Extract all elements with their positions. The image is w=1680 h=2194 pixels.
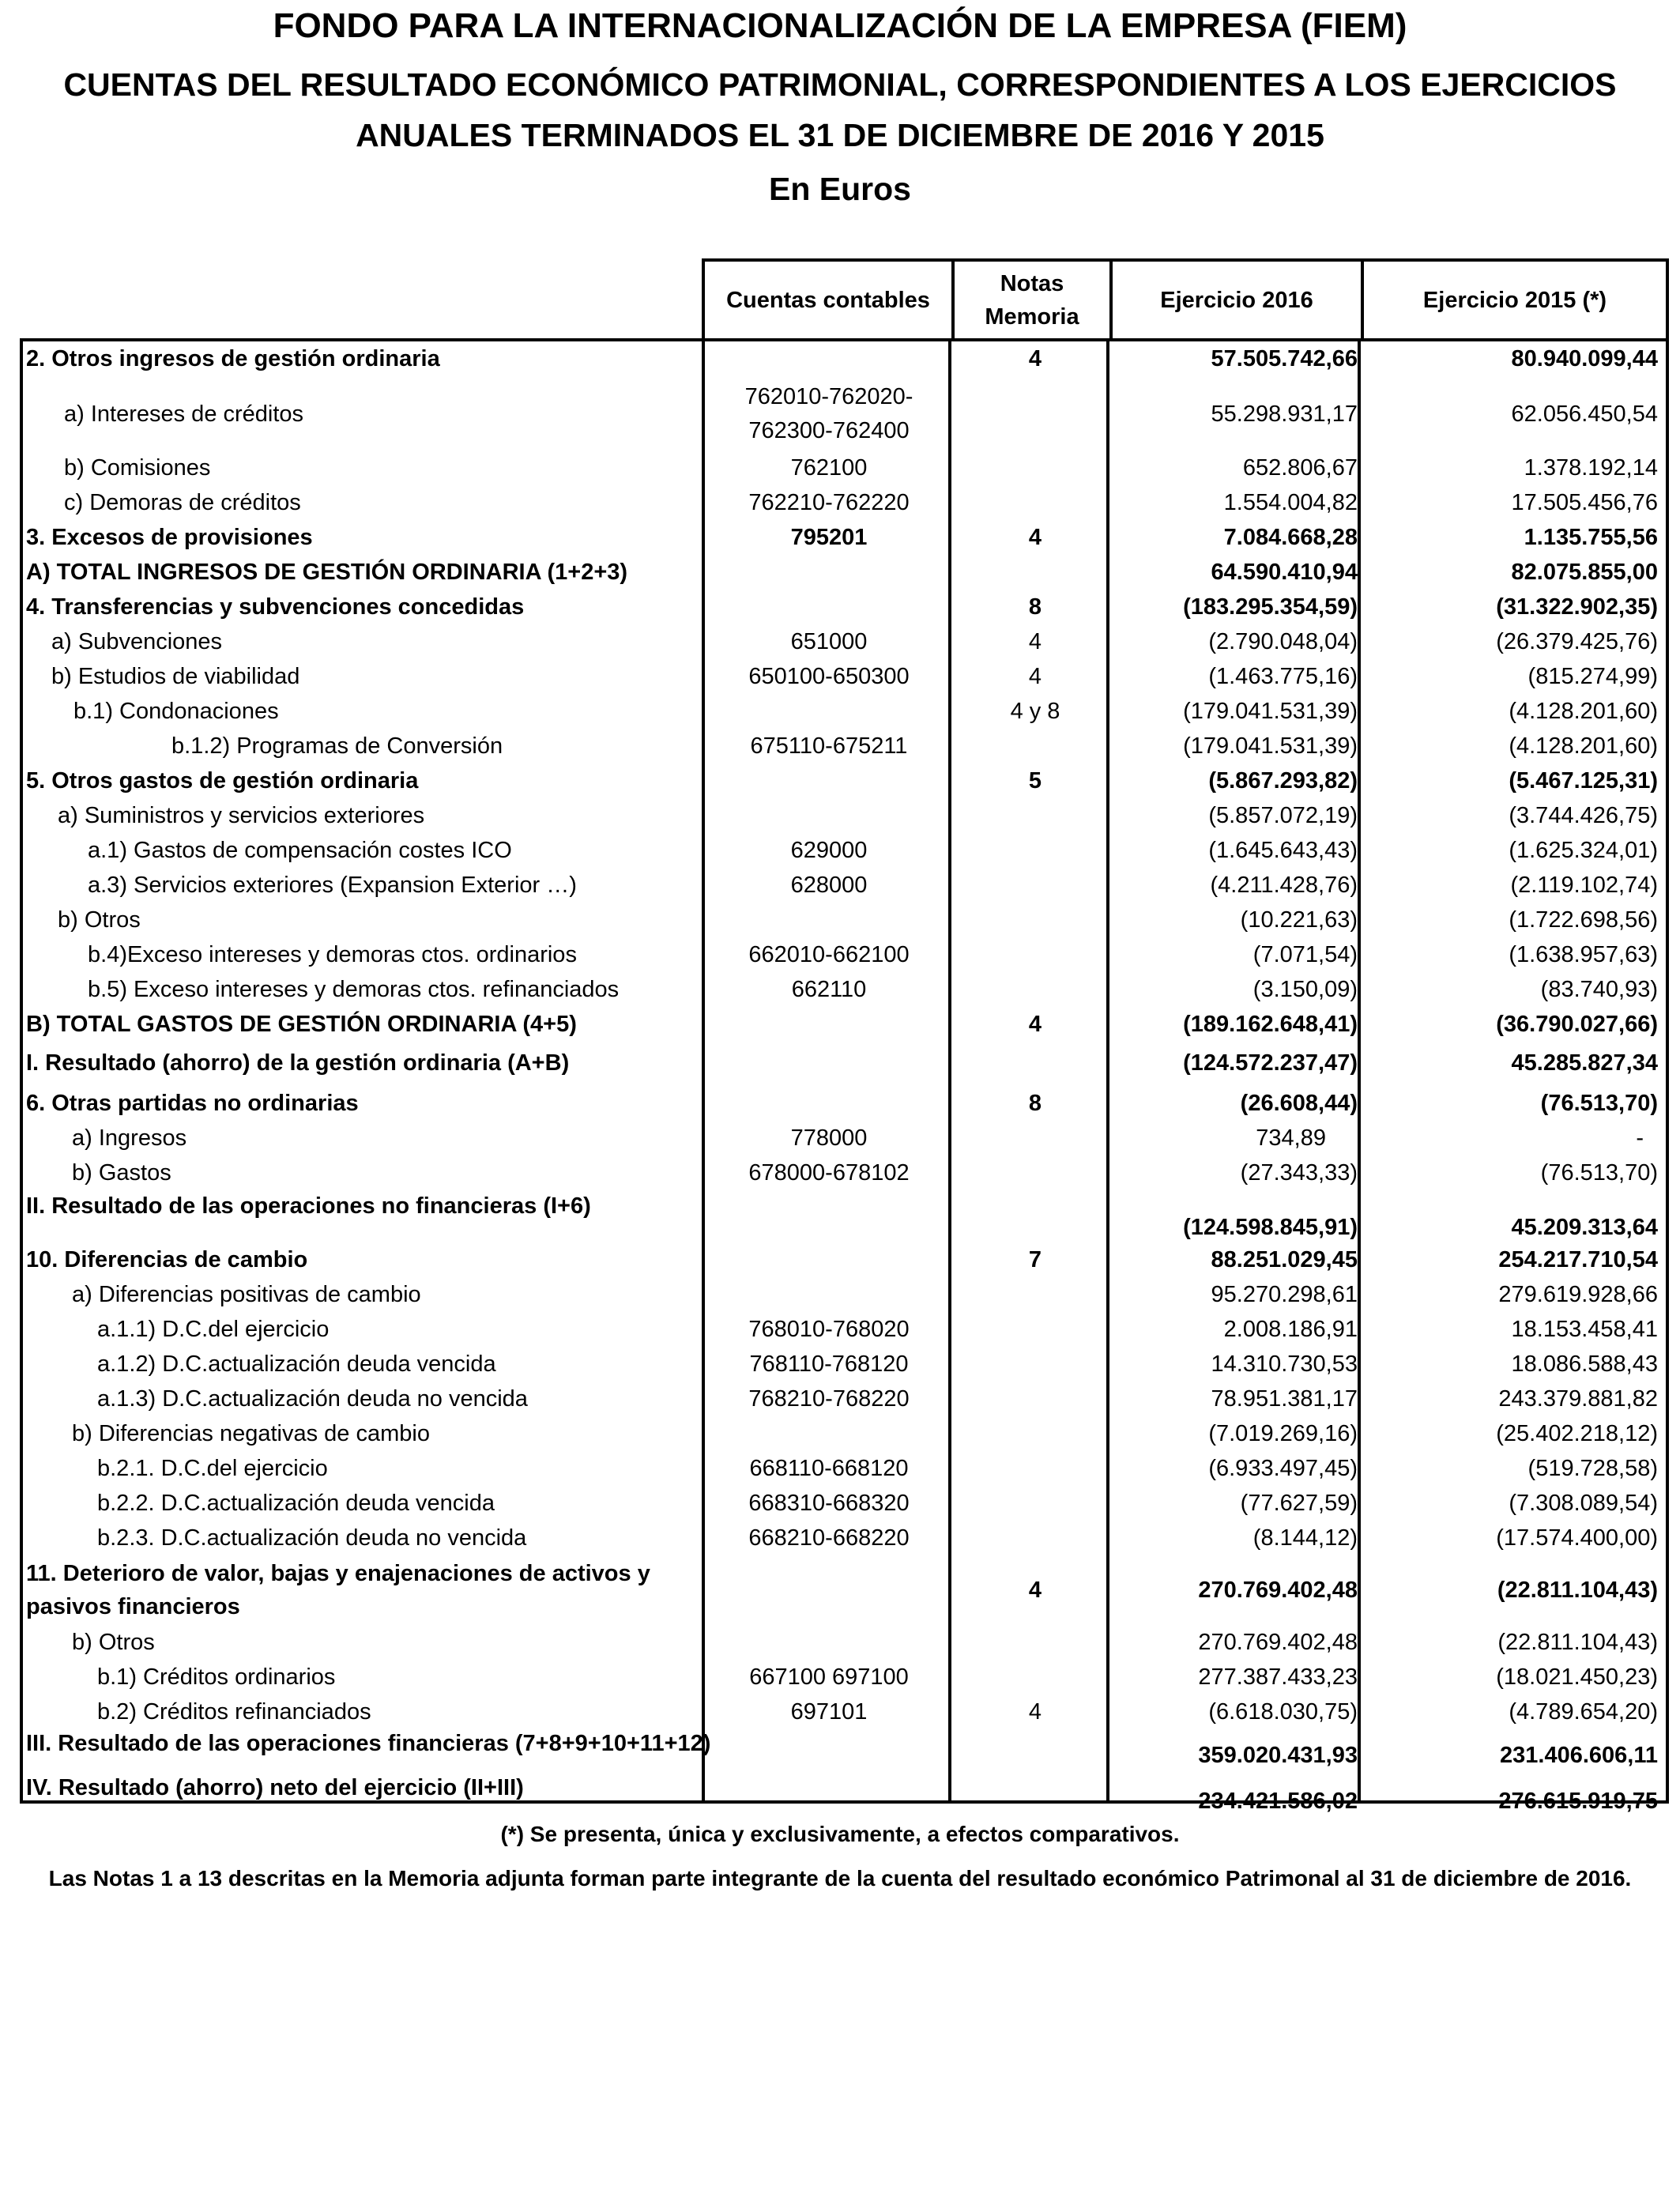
row-ejercicio-2016: (27.343,33) — [1240, 1159, 1358, 1186]
row-ejercicio-2015: 1.135.755,56 — [1524, 524, 1658, 550]
row-cuentas-contables: 768110-768120 — [749, 1351, 909, 1377]
row-cuentas-contables: 762100 — [790, 454, 868, 481]
row-notas-memoria — [956, 937, 1114, 972]
row-cuentas-contables: 768210-768220 — [748, 1385, 910, 1412]
table-row — [20, 1277, 1669, 1312]
row-ejercicio-2016: (6.618.030,75) — [1208, 1698, 1358, 1725]
row-label: A) TOTAL INGRESOS DE GESTIÓN ORDINARIA (1+2+3) — [26, 559, 628, 585]
row-ejercicio-2015: (36.790.027,66) — [1496, 1011, 1658, 1037]
row-ejercicio-2015: (22.811.104,43) — [1497, 1629, 1658, 1655]
row-label: 11. Deterioro de valor, bajas y enajenaciones de activos y pasivos financieros — [26, 1561, 650, 1619]
row-label: b.5) Exceso intereses y demoras ctos. refinanciados — [88, 976, 620, 1002]
table-row — [20, 868, 1669, 903]
row-notas-memoria: 4 — [1028, 345, 1042, 371]
row-label: c) Demoras de créditos — [64, 489, 301, 515]
table-row — [20, 1695, 1669, 1729]
table-row — [20, 1121, 1669, 1155]
row-label: 4. Transferencias y subvenciones concedidas — [26, 594, 525, 620]
table-row — [20, 833, 1669, 868]
currency-caption: En Euros — [769, 171, 911, 207]
row-ejercicio-2015: (17.574.400,00) — [1496, 1525, 1658, 1551]
table-row — [20, 485, 1669, 520]
table-row — [20, 903, 1669, 937]
row-label: a.1) Gastos de compensación costes ICO — [88, 837, 512, 863]
document-subtitle-line-1: CUENTAS DEL RESULTADO ECONÓMICO PATRIMONIAL, CORRESPONDIENTES A LOS EJERCICIOS — [63, 66, 1617, 103]
row-notas-memoria: 4 — [1028, 628, 1042, 654]
table-row — [20, 1486, 1669, 1521]
row-cuentas-contables: 662010-662100 — [748, 941, 910, 967]
row-ejercicio-2015: 62.056.450,54 — [1511, 401, 1658, 427]
row-notas-memoria — [956, 903, 1114, 937]
row-ejercicio-2015: 18.086.588,43 — [1511, 1351, 1658, 1377]
row-ejercicio-2016: 7.084.668,28 — [1223, 524, 1358, 550]
row-label: a) Ingresos — [72, 1125, 187, 1151]
table-row — [20, 520, 1669, 555]
row-label: a) Intereses de créditos — [64, 401, 304, 427]
row-notas-memoria — [956, 1312, 1114, 1347]
row-label: a) Subvenciones — [51, 628, 223, 654]
row-notas-memoria — [956, 1045, 1114, 1081]
row-label: a) Diferencias positivas de cambio — [72, 1281, 421, 1307]
table-row — [20, 798, 1669, 833]
row-notas-memoria: 4 — [1028, 1011, 1042, 1037]
row-ejercicio-2015: (7.308.089,54) — [1509, 1490, 1658, 1516]
row-label: II. Resultado de las operaciones no financieras (I+6) — [26, 1193, 591, 1219]
row-ejercicio-2016: (1.645.643,43) — [1208, 837, 1358, 863]
row-notas-memoria: 8 — [1028, 594, 1042, 620]
row-ejercicio-2016: (124.598.845,91) — [1183, 1215, 1358, 1240]
table-row — [20, 378, 1669, 450]
table-header — [702, 258, 1669, 338]
row-ejercicio-2016: 359.020.431,93 — [1198, 1743, 1358, 1768]
row-ejercicio-2016: 1.554.004,82 — [1223, 489, 1358, 515]
row-label: 3. Excesos de provisiones — [26, 524, 313, 550]
row-cuentas-contables — [705, 1555, 953, 1625]
row-ejercicio-2015: (25.402.218,12) — [1496, 1420, 1658, 1446]
row-label: 6. Otras partidas no ordinarias — [26, 1090, 359, 1116]
row-ejercicio-2015: 82.075.855,00 — [1511, 559, 1658, 585]
row-cuentas-contables: 678000-678102 — [748, 1159, 910, 1186]
row-label: a.1.3) D.C.actualización deuda no vencida — [97, 1385, 528, 1412]
row-label: B) TOTAL GASTOS DE GESTIÓN ORDINARIA (4+5) — [26, 1011, 577, 1037]
row-cuentas-contables: 667100 697100 — [749, 1664, 909, 1690]
row-cuentas-contables: 762210-762220 — [748, 489, 910, 515]
row-ejercicio-2016: 55.298.931,17 — [1211, 401, 1358, 427]
table-row — [20, 1347, 1669, 1382]
row-label: a.1.2) D.C.actualización deuda vencida — [97, 1351, 496, 1377]
row-notas-memoria — [956, 1660, 1114, 1695]
row-ejercicio-2016: 2.008.186,91 — [1223, 1316, 1358, 1342]
row-cuentas-contables — [705, 555, 953, 590]
table-row — [20, 1007, 1669, 1042]
table-row — [20, 555, 1669, 590]
row-notas-memoria — [956, 485, 1114, 520]
row-cuentas-contables — [705, 903, 953, 937]
row-ejercicio-2015: 18.153.458,41 — [1511, 1316, 1658, 1342]
row-label: b.2.1. D.C.del ejercicio — [97, 1455, 328, 1481]
row-notas-memoria — [956, 378, 1114, 450]
row-ejercicio-2016: (179.041.531,39) — [1183, 698, 1358, 724]
row-cuentas-contables: 675110-675211 — [750, 733, 908, 759]
row-ejercicio-2015: 80.940.099,44 — [1511, 345, 1658, 371]
row-label: 10. Diferencias de cambio — [26, 1246, 308, 1272]
row-ejercicio-2016: 270.769.402,48 — [1198, 1577, 1358, 1603]
row-ejercicio-2015: - — [1636, 1125, 1644, 1151]
row-ejercicio-2016: (1.463.775,16) — [1208, 663, 1358, 689]
row-ejercicio-2015: (4.128.201,60) — [1509, 698, 1658, 724]
row-ejercicio-2015: 254.217.710,54 — [1498, 1246, 1658, 1272]
row-ejercicio-2015: 45.285.827,34 — [1511, 1050, 1658, 1076]
row-notas-memoria — [956, 833, 1114, 868]
row-notas-memoria: 7 — [1028, 1246, 1042, 1272]
row-ejercicio-2016: (189.162.648,41) — [1183, 1011, 1358, 1037]
row-label: III. Resultado de las operaciones financieras (7+8+9+10+11+12) — [26, 1731, 711, 1756]
row-label: IV. Resultado (ahorro) neto del ejercicio (II+III) — [26, 1775, 524, 1800]
row-cuentas-contables: 651000 — [790, 628, 868, 654]
row-label: b) Gastos — [72, 1159, 171, 1186]
header-notas-line-2: Memoria — [985, 303, 1079, 330]
row-cuentas-contables — [705, 1729, 953, 1770]
row-ejercicio-2015: (815.274,99) — [1527, 663, 1658, 689]
row-ejercicio-2016: (8.144,12) — [1252, 1525, 1358, 1551]
row-notas-memoria — [956, 1729, 1114, 1770]
row-ejercicio-2015: (2.119.102,74) — [1510, 872, 1658, 898]
row-notas-memoria: 4 — [1028, 663, 1042, 689]
row-label: b) Estudios de viabilidad — [51, 663, 300, 689]
row-notas-memoria: 4 — [1028, 524, 1042, 550]
row-notas-memoria — [956, 1382, 1114, 1416]
row-label: b) Otros — [72, 1629, 155, 1655]
row-ejercicio-2016: 95.270.298,61 — [1211, 1281, 1358, 1307]
row-notas-memoria: 5 — [1028, 767, 1042, 794]
row-ejercicio-2015: (1.625.324,01) — [1509, 837, 1658, 863]
document-title: FONDO PARA LA INTERNACIONALIZACIÓN DE LA EMPRESA (FIEM) — [273, 6, 1407, 45]
row-ejercicio-2016: (5.867.293,82) — [1208, 767, 1358, 794]
row-label: b.2) Créditos refinanciados — [97, 1698, 371, 1725]
table-row — [20, 729, 1669, 763]
table-row — [20, 590, 1669, 624]
row-cuentas-contables — [705, 1277, 953, 1312]
row-ejercicio-2015: 45.209.313,64 — [1511, 1215, 1658, 1240]
row-ejercicio-2015: 243.379.881,82 — [1498, 1385, 1658, 1412]
row-ejercicio-2016: 88.251.029,45 — [1211, 1246, 1358, 1272]
row-ejercicio-2015: (22.811.104,43) — [1497, 1577, 1658, 1603]
table-row — [20, 1155, 1669, 1190]
row-notas-memoria — [956, 450, 1114, 485]
row-ejercicio-2016: 652.806,67 — [1242, 454, 1358, 481]
row-cuentas-contables — [705, 1416, 953, 1451]
row-ejercicio-2016: (4.211.428,76) — [1210, 872, 1358, 898]
row-ejercicio-2016: (77.627,59) — [1240, 1490, 1358, 1516]
row-cuentas-contables: 778000 — [790, 1125, 868, 1151]
row-ejercicio-2015: (76.513,70) — [1540, 1090, 1658, 1116]
row-cuentas-contables — [705, 590, 953, 624]
row-label: b.2.3. D.C.actualización deuda no vencida — [97, 1525, 527, 1551]
row-cuentas-contables: 628000 — [790, 872, 868, 898]
row-ejercicio-2015: (3.744.426,75) — [1509, 802, 1658, 828]
row-ejercicio-2015: 276.615.919,75 — [1498, 1789, 1658, 1814]
table-row — [20, 972, 1669, 1007]
table-row — [20, 659, 1669, 694]
row-ejercicio-2016: (2.790.048,04) — [1208, 628, 1358, 654]
row-ejercicio-2016: (10.221,63) — [1240, 907, 1358, 933]
row-ejercicio-2015: 231.406.606,11 — [1500, 1743, 1658, 1768]
row-cuentas-contables — [705, 1242, 953, 1277]
row-ejercicio-2016: (26.608,44) — [1240, 1090, 1358, 1116]
row-ejercicio-2015: (1.722.698,56) — [1509, 907, 1658, 933]
row-ejercicio-2016: (5.857.072,19) — [1208, 802, 1358, 828]
row-cuentas-contables: 629000 — [790, 837, 868, 863]
row-cuentas-contables: 662110 — [791, 976, 867, 1002]
table-row — [20, 1660, 1669, 1695]
row-cuentas-contables — [705, 341, 953, 376]
row-notas-memoria — [956, 798, 1114, 833]
table-row — [20, 1774, 1669, 1816]
row-ejercicio-2016: (183.295.354,59) — [1183, 594, 1358, 620]
row-ejercicio-2015: (519.728,58) — [1527, 1455, 1658, 1481]
row-ejercicio-2016: (3.150,09) — [1252, 976, 1358, 1002]
row-cuentas-contables — [705, 763, 953, 798]
row-ejercicio-2015: 279.619.928,66 — [1498, 1281, 1658, 1307]
table-row — [20, 1045, 1669, 1081]
table-row — [20, 1192, 1669, 1242]
row-notas-memoria — [956, 1521, 1114, 1555]
table-row — [20, 450, 1669, 485]
row-notas-memoria — [956, 868, 1114, 903]
row-label: 5. Otros gastos de gestión ordinaria — [26, 767, 419, 794]
document-subtitle-line-2: ANUALES TERMINADOS EL 31 DE DICIEMBRE DE 2016 Y 2015 — [356, 117, 1324, 153]
row-ejercicio-2015: (4.789.654,20) — [1509, 1698, 1658, 1725]
row-label: b.2.2. D.C.actualización deuda vencida — [97, 1490, 495, 1516]
row-ejercicio-2016: 57.505.742,66 — [1211, 345, 1358, 371]
row-cuentas-contables — [705, 694, 953, 729]
row-notas-memoria — [956, 1347, 1114, 1382]
table-row — [20, 763, 1669, 798]
row-label: b.1) Condonaciones — [73, 698, 279, 724]
table-row — [20, 1312, 1669, 1347]
footnote-memoria: Las Notas 1 a 13 descritas en la Memoria adjunta forman parte integrante de la cuenta del resultado económico Patrimonal al 31 de diciembre de 2016. — [48, 1866, 1632, 1891]
row-cuentas-contables: 668210-668220 — [748, 1525, 910, 1551]
row-ejercicio-2016: (6.933.497,45) — [1208, 1455, 1358, 1481]
table-row — [20, 1451, 1669, 1486]
row-notas-memoria — [956, 972, 1114, 1007]
row-cuentas-contables — [705, 1007, 953, 1042]
row-cuentas-contables: 795201 — [790, 524, 868, 550]
table-row — [20, 624, 1669, 659]
row-cuentas-contables: 650100-650300 — [748, 663, 910, 689]
row-cuentas-contables — [705, 1086, 953, 1121]
table-row — [20, 1086, 1669, 1121]
row-notas-memoria — [956, 1625, 1114, 1660]
table-row — [20, 1242, 1669, 1277]
row-ejercicio-2016: (179.041.531,39) — [1183, 733, 1358, 759]
row-cuentas-contables: 668110-668120 — [749, 1455, 909, 1481]
row-label: 2. Otros ingresos de gestión ordinaria — [26, 345, 440, 371]
row-ejercicio-2015: (5.467.125,31) — [1509, 767, 1658, 794]
row-ejercicio-2015: (1.638.957,63) — [1509, 941, 1658, 967]
row-ejercicio-2016: 734,89 — [1256, 1125, 1326, 1151]
row-notas-memoria: 4 — [1028, 1577, 1042, 1603]
row-notas-memoria — [956, 1451, 1114, 1486]
row-ejercicio-2016: 277.387.433,23 — [1198, 1664, 1358, 1690]
row-notas-memoria — [956, 555, 1114, 590]
row-cuentas-contables: 768010-768020 — [748, 1316, 910, 1342]
row-ejercicio-2015: 1.378.192,14 — [1524, 454, 1658, 481]
table-row — [20, 341, 1669, 376]
row-label: b) Comisiones — [64, 454, 211, 481]
row-ejercicio-2016: 270.769.402,48 — [1198, 1629, 1358, 1655]
row-cuentas-contables: 697101 — [790, 1698, 868, 1725]
row-notas-memoria — [956, 1774, 1114, 1816]
table-row — [20, 1382, 1669, 1416]
row-ejercicio-2015: (76.513,70) — [1540, 1159, 1658, 1186]
table-row — [20, 694, 1669, 729]
header-notas-line-1: Notas — [1000, 270, 1064, 296]
row-label: b.1.2) Programas de Conversión — [171, 733, 503, 759]
row-notas-memoria — [956, 1486, 1114, 1521]
row-ejercicio-2016: (7.019.269,16) — [1208, 1420, 1358, 1446]
row-ejercicio-2015: (4.128.201,60) — [1509, 733, 1658, 759]
footnote-comparative: (*) Se presenta, única y exclusivamente, a efectos comparativos. — [500, 1822, 1180, 1846]
row-ejercicio-2016: 64.590.410,94 — [1211, 559, 1358, 585]
header-ejercicio-2016: Ejercicio 2016 — [1109, 262, 1361, 338]
row-notas-memoria — [956, 1155, 1114, 1190]
table-row — [20, 1729, 1669, 1770]
header-ejercicio-2015: Ejercicio 2015 (*) — [1361, 262, 1666, 338]
row-ejercicio-2015: 17.505.456,76 — [1511, 489, 1658, 515]
header-notas-memoria — [951, 262, 1109, 338]
row-notas-memoria — [956, 1192, 1114, 1242]
row-label: b.1) Créditos ordinarios — [97, 1664, 336, 1690]
row-label: b) Diferencias negativas de cambio — [72, 1420, 430, 1446]
row-cuentas-contables — [705, 1774, 953, 1816]
row-ejercicio-2016: 234.421.586,02 — [1198, 1789, 1358, 1814]
row-notas-memoria — [956, 1416, 1114, 1451]
row-cuentas-contables: 668310-668320 — [748, 1490, 910, 1516]
row-ejercicio-2016: 78.951.381,17 — [1211, 1385, 1358, 1412]
row-ejercicio-2015: (31.322.902,35) — [1496, 594, 1658, 620]
row-label: a) Suministros y servicios exteriores — [58, 802, 425, 828]
row-label: I. Resultado (ahorro) de la gestión ordinaria (A+B) — [26, 1050, 570, 1076]
row-label: b) Otros — [58, 907, 141, 933]
row-notas-memoria — [956, 1121, 1114, 1155]
table-row — [20, 1555, 1669, 1625]
row-label: a.3) Servicios exteriores (Expansion Exterior …) — [88, 872, 577, 898]
row-ejercicio-2015: (18.021.450,23) — [1496, 1664, 1658, 1690]
row-cuentas-contables — [705, 1045, 953, 1081]
row-notas-memoria — [956, 1277, 1114, 1312]
row-label: b.4)Exceso intereses y demoras ctos. ordinarios — [88, 941, 577, 967]
row-ejercicio-2015: (26.379.425,76) — [1496, 628, 1658, 654]
table-row — [20, 1625, 1669, 1660]
table-row — [20, 1521, 1669, 1555]
row-notas-memoria: 4 — [1028, 1698, 1042, 1725]
row-notas-memoria — [956, 729, 1114, 763]
row-ejercicio-2016: (7.071,54) — [1252, 941, 1358, 967]
row-cuentas-contables — [705, 798, 953, 833]
row-cuentas-contables — [705, 1192, 953, 1242]
row-label: a.1.1) D.C.del ejercicio — [97, 1316, 330, 1342]
row-notas-memoria: 4 y 8 — [1010, 698, 1060, 724]
row-ejercicio-2015: (83.740,93) — [1540, 976, 1658, 1002]
header-cuentas-contables: Cuentas contables — [726, 287, 930, 313]
row-ejercicio-2016: (124.572.237,47) — [1183, 1050, 1358, 1076]
table-row — [20, 937, 1669, 972]
row-cuentas-contables: 762010-762020- 762300-762400 — [744, 384, 913, 443]
table-row — [20, 1416, 1669, 1451]
row-cuentas-contables — [705, 1625, 953, 1660]
row-ejercicio-2016: 14.310.730,53 — [1211, 1351, 1358, 1377]
row-notas-memoria: 8 — [1028, 1090, 1042, 1116]
